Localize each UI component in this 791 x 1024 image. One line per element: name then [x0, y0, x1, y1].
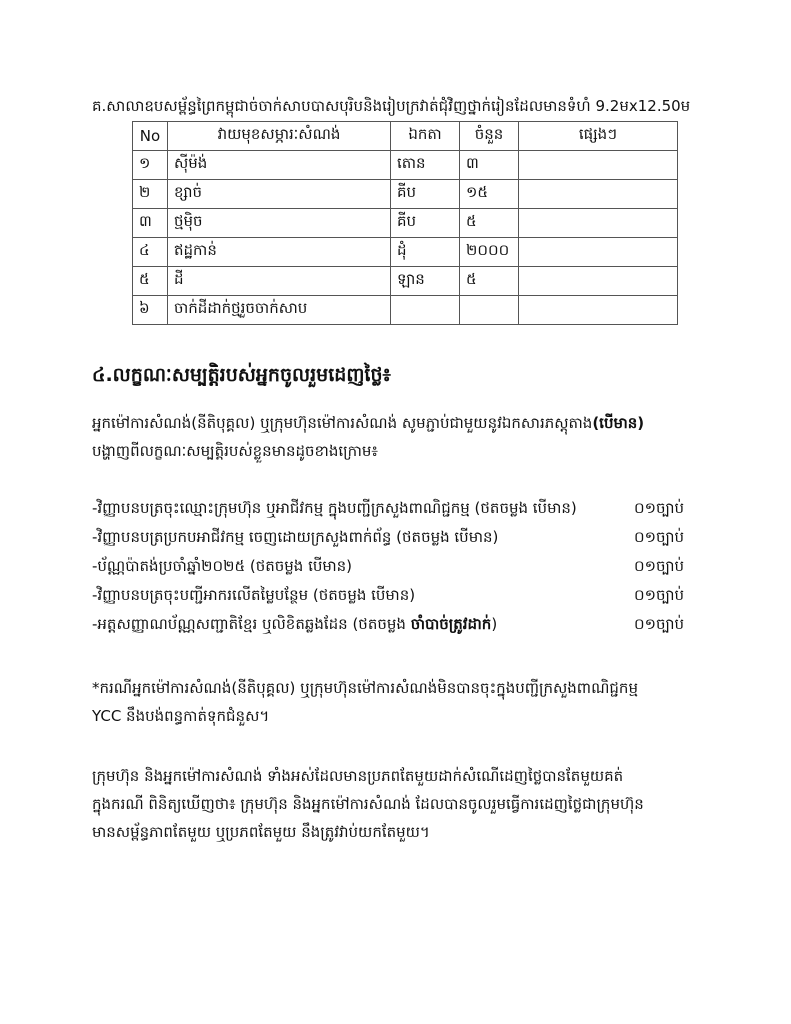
- requirement-label: -អត្តសញ្ញាណប័ណ្ណសញ្ជាតិខ្មែរ ឬលិខិតឆ្លងដែន (ថតចម្លង: [92, 615, 411, 633]
- cell-qty: ៥: [460, 267, 519, 296]
- cell-item: ចាក់ដីដាក់ថ្មរួចចាក់សាប: [168, 296, 391, 325]
- cell-qty: [460, 296, 519, 325]
- cell-unit: គីប: [391, 209, 460, 238]
- materials-table: [132, 121, 678, 325]
- cell-other: [519, 151, 678, 180]
- cell-no: ២: [133, 180, 168, 209]
- cell-unit: [391, 296, 460, 325]
- requirement-text: [92, 552, 352, 581]
- table-row: [133, 238, 678, 267]
- table-row: [133, 209, 678, 238]
- cell-qty: ៣: [460, 151, 519, 180]
- note-paragraph: [92, 674, 704, 730]
- cell-item: ស៊ីម៉ង់: [168, 151, 391, 180]
- cell-no: ៤: [133, 238, 168, 267]
- requirement-label: -ប័ណ្ណប៉ាតង់ប្រចាំឆ្នាំ២០២៥ (ថតចម្លង បើមាន): [92, 557, 353, 575]
- requirement-bold: ចាំបាច់ត្រូវដាក់: [410, 615, 492, 633]
- intro-text: អ្នកម៉ៅការសំណង់(នីតិបុគ្គល) ឬក្រុមហ៊ុនម៉ៅការសំណង់ សូមភ្ជាប់ជាមួយនូវឯកសារភស្តុតាង: [92, 414, 593, 432]
- cell-other: [519, 180, 678, 209]
- cell-other: [519, 267, 678, 296]
- intro-paragraph: [92, 409, 704, 465]
- note-line-1: *ករណីអ្នកម៉ៅការសំណង់(នីតិបុគ្គល) ឬក្រុមហ៊ុនម៉ៅការសំណង់មិនបានចុះក្នុងបញ្ជីក្រសួងពាណិជ្ជកម្ម: [92, 679, 638, 697]
- cell-other: [519, 209, 678, 238]
- requirement-copies: ០១ច្បាប់: [634, 586, 685, 604]
- cell-item: ដី: [168, 267, 391, 296]
- cell-no: ៣: [133, 209, 168, 238]
- closing-line-3: មានសម្ព័ន្ធភាពតែមួយ ឬប្រភពតែមួយ នឹងត្រូវវាប់យកតែមួយ។: [92, 823, 430, 841]
- cell-item: ឥដ្ឋកាន់: [168, 238, 391, 267]
- header-item: វាយមុខសម្ភារៈសំណង់: [168, 122, 391, 151]
- requirement-label: -វិញ្ញាបនបត្រចុះឈ្មោះក្រុមហ៊ុន ឬអាជីវកម្ម ក្នុងបញ្ជីក្រសួងពាណិជ្ជកម្ម (ថតចម្លង បើមាន): [92, 499, 577, 517]
- table-heading: គ.សាលាឧបសម្ព័ន្ធព្រៃកម្ពុជាច់ចាក់សាបបាសបុរិបនិងរៀបក្រវាត់ជុំវិញថ្នាក់រៀនដែលមានទំហំ 9.2មx12.50ម: [92, 97, 691, 115]
- requirement-text: [92, 610, 497, 639]
- requirement-label: -វិញ្ញាបនបត្រប្រកបអាជីវកម្ម ចេញដោយក្រសួងពាក់ព័ន្ធ (ថតចម្លង បើមាន): [92, 528, 499, 546]
- requirement-copies: ០១ច្បាប់: [634, 615, 685, 633]
- closing-line-1: ក្រុមហ៊ុន និងអ្នកម៉ៅការសំណង់ ទាំងអស់ដែលមានប្រភពតែមួយដាក់សំណើដេញថ្លៃបានតែមួយគត់: [92, 767, 624, 785]
- intro-line-1: [92, 409, 704, 437]
- table-header-row: [133, 122, 678, 151]
- table-row: [133, 296, 678, 325]
- header-unit: ឯកតា: [391, 122, 460, 151]
- list-item: [92, 552, 692, 581]
- intro-bold: (បើមាន): [592, 414, 645, 432]
- cell-unit: ឡាន: [391, 267, 460, 296]
- cell-no: ៦: [133, 296, 168, 325]
- requirement-text: [92, 494, 577, 523]
- requirement-text: [92, 581, 415, 610]
- requirements-list: [92, 494, 692, 639]
- cell-no: ៥: [133, 267, 168, 296]
- intro-line-2: បង្ហាញពីលក្ខណៈសម្បត្តិរបស់ខ្លួនមានដូចខាងក្រោម៖: [92, 442, 378, 460]
- cell-unit: ដុំ: [391, 238, 460, 267]
- requirement-tail: ): [491, 615, 498, 633]
- cell-other: [519, 238, 678, 267]
- requirement-label: -វិញ្ញាបនបត្រចុះបញ្ជីអាករលើតម្លៃបន្ថែម (ថតចម្លង បើមាន): [92, 586, 416, 604]
- cell-item: ថ្មម៉ិច: [168, 209, 391, 238]
- list-item: [92, 610, 692, 639]
- cell-other: [519, 296, 678, 325]
- cell-qty: ២០០០: [460, 238, 519, 267]
- closing-line-2: ក្នុងករណី ពិនិត្យឃើញថា៖ ក្រុមហ៊ុន និងអ្នកម៉ៅការសំណង់ ដែលបានចូលរួមធ្វើការដេញថ្លៃជាក្រុមហ៊ុន: [92, 795, 644, 813]
- table-row: [133, 180, 678, 209]
- list-item: [92, 581, 692, 610]
- list-item: [92, 494, 692, 523]
- requirement-copies: ០១ច្បាប់: [634, 499, 685, 517]
- table-row: [133, 151, 678, 180]
- list-item: [92, 523, 692, 552]
- requirement-copies: ០១ច្បាប់: [634, 528, 685, 546]
- cell-unit: គីប: [391, 180, 460, 209]
- requirement-copies: ០១ច្បាប់: [634, 557, 685, 575]
- closing-paragraph: [92, 762, 704, 846]
- header-other: ផ្សេងៗ: [519, 122, 678, 151]
- cell-no: ១: [133, 151, 168, 180]
- cell-unit: តោន: [391, 151, 460, 180]
- header-no: No: [133, 122, 168, 151]
- table-row: [133, 267, 678, 296]
- note-line-2: YCC នឹងបង់ពន្ធកាត់ទុកជំនួស។: [92, 707, 270, 725]
- cell-item: ខ្សាច់: [168, 180, 391, 209]
- cell-qty: ៥: [460, 209, 519, 238]
- header-qty: ចំនួន: [460, 122, 519, 151]
- requirement-text: [92, 523, 498, 552]
- cell-qty: ១៥: [460, 180, 519, 209]
- section-title: ៤.លក្ខណៈសម្បត្តិរបស់អ្នកចូលរួមដេញថ្លៃ៖: [92, 364, 391, 386]
